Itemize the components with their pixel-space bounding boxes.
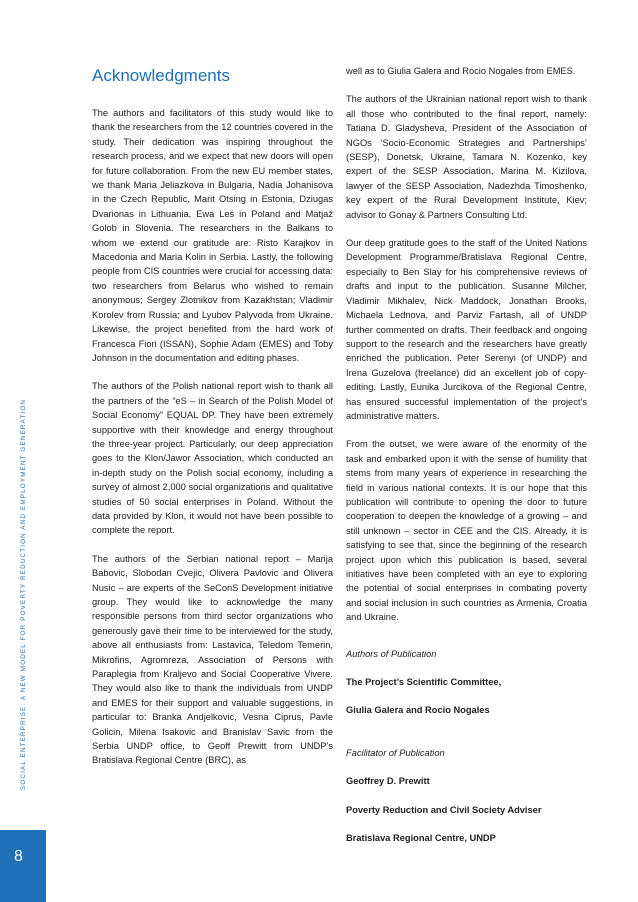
page-number-box [0, 830, 46, 902]
paragraph: Our deep gratitude goes to the staff of the United Nations Development Programme/Bratislava Regional Centre, especially to Ben Slay for his comprehensive reviews of drafts and input to the publication. Susanne Milcher, Vladimir Mikhalev, Nick Maddock, Jonathan Brooks, Michaela Lednova, and Parviz Fartash, all of UNDP further commented on drafts. Their feedback and ongoing support to the research and the researchers have greatly enriched the publication. Peter Serenyi (of UNDP) and Irena Guzelova (freelance) did an excellent job of copy-editing. Lastly, Eunika Jurcikova of the Regional Centre, has ensured successful implementation of the project’s administrative matters. [346, 238, 587, 421]
facilitator-org: Bratislava Regional Centre, UNDP [346, 833, 496, 844]
authors-label: Authors of Publication [346, 648, 437, 659]
right-column [346, 64, 587, 859]
authors-line: The Project’s Scientific Committee, [346, 677, 502, 688]
left-column [92, 62, 333, 782]
facilitator-title: Poverty Reduction and Civil Society Adviser [346, 804, 542, 815]
page-title: Acknowledgments [92, 66, 230, 85]
paragraph: The authors and facilitators of this study would like to thank the researchers from the 12 countries covered in the study. Their dedication was inspiring throughout the research process, and we expect that new doors will open for future collaboration. From the new EU member states, we thank Maria Jeliazkova in Bulgaria, Nadia Johanisova in the Czech Republic, Marit Otsing in Estonia, Dziugas Dvarionas in Lithuania, Ewa Leś in Poland and Matjaž Golob in Slovenia. The researchers in the Balkans to whom we extend our gratitude are: Risto Karajkov in Macedonia and Maria Kolin in Serbia. Lastly, the following people from CIS countries were crucial for accessing data: two researchers from Belarus who wished to remain anonymous; Sergey Zlotnikov from Kazakhstan; Vladimir Korolev from Russia; and Lyubov Palyvoda from Ukraine. Likewise, the project benefited from the hard work of Francesca Fiori (ISSAN), Sophie Adam (EMES) and Toby Johnson in the documentation and editing phases. [92, 108, 333, 363]
series-title-strip [0, 0, 46, 830]
paragraph: The authors of the Serbian national report – Marija Babovic, Slobodan Cvejic, Olivera Pavlovic and Olivera Nusic – are experts of the SeConS Development initiative group. They would like to acknowledge the many responsible persons from third sector organizations who generously gave their time to be interviewed for the study, above all enthusiasts from: Lastavica, Teledom Temerin, Mikrofins, Agromreza, Association of Persons with Paraplegia from Kraljevo and Social Cooperative Vivere. They would also like to thank the individuals from UNDP and EMES for their support and valuable suggestions, in particular to: Branka Andjelkovic, Vesna Ciprus, Pavle Golicin, Milena Isakovic and Branislav Savic from the Serbia UNDP office, to Geoff Prewitt from UNDP’s Bratislava Regional Centre (BRC), as [92, 553, 333, 766]
page-number: 8 [14, 848, 23, 865]
facilitator-name: Geoffrey D. Prewitt [346, 776, 430, 787]
paragraph: The authors of the Ukrainian national report wish to thank all those who contributed to the final report, namely: Tatiana D. Gladysheva, President of the Association of NGOs ‘Socio-Economic Strategies and Partnerships’ (SESP), Donetsk, Ukraine, Tamara N. Kozenko, key expert of the SESP Association, Marina M. Kizilova, lawyer of the SESP Association, Nadezhda Timoshenko, key expert of the Rural Development Institute, Kiev; advisor to Gonay & Partners Consulting Ltd. [346, 94, 587, 220]
credits-block [346, 647, 587, 846]
authors-line: Giulia Galera and Rocio Nogales [346, 705, 490, 716]
paragraph: well as to Giulia Galera and Rocio Nogales from EMES. [346, 66, 576, 76]
series-title: SOCIAL ENTERPRISE: A NEW MODEL FOR POVERTY REDUCTION AND EMPLOYMENT GENERATION [19, 398, 27, 790]
facilitator-label: Facilitator of Publication [346, 747, 445, 758]
paragraph: The authors of the Polish national report wish to thank all the partners of the “eS – in Search of the Polish Model of Social Economy” EQUAL DP. They have been extremely supportive with their knowledge and energy throughout the three-year project. Particularly, our deep appreciation goes to the Klon/Jawor Association, which conducted an in-depth study on the Polish social economy, including a survey of almost 2,000 social organizations and qualitative studies of 50 social enterprises in Poland. Without the data provided by Klon, it would not have been possible to complete the report. [92, 381, 333, 536]
sidebar [0, 0, 46, 902]
paragraph: From the outset, we were aware of the enormity of the task and embarked upon it with the sense of humility that stems from many years of experience in researching the field in various national contexts. It is our hope that this publication will contribute to opening the door to future cooperation to deepen the knowledge of a growing – and still unknown – sector in CEE and the CIS. Already, it is satisfying to see that, since the beginning of the research project upon which this publication is based, several initiatives have been completed with an eye to exploring the potential of social enterprises in combating poverty and social inclusion in such countries as Armenia, Croatia and Ukraine. [346, 439, 587, 623]
